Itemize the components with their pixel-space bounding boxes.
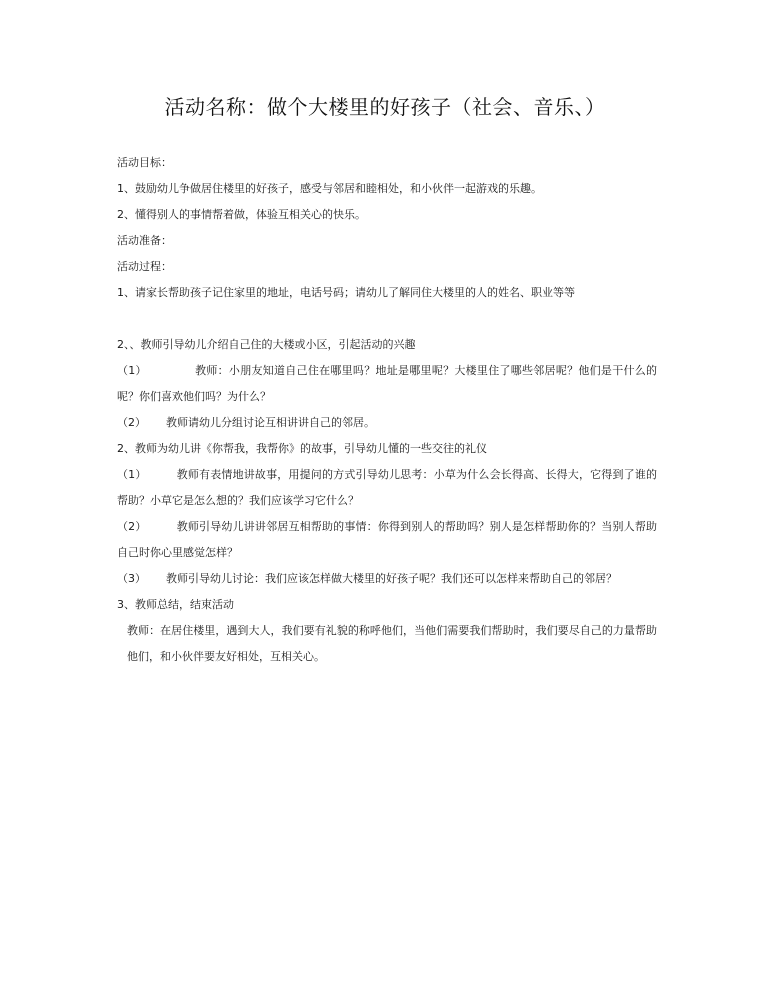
- process-step: [117, 280, 657, 306]
- process-step: [117, 436, 657, 462]
- step-text: 教师为幼儿讲《你帮我，我帮你》的故事，引导幼儿懂的一些交往的礼仪: [135, 442, 487, 455]
- blank-line: [117, 306, 657, 332]
- prep-heading: 活动准备：: [117, 234, 172, 247]
- step-text: 教师总结，结束活动: [135, 598, 234, 611]
- process-substep: [117, 410, 657, 436]
- step-number: 1、: [117, 286, 135, 299]
- closing-paragraph: 教师：在居住楼里，遇到大人，我们要有礼貌的称呼他们，当他们需要我们帮助时，我们要尽自己的力量帮助他们，和小伙伴要友好相处，互相关心。: [127, 624, 657, 663]
- substep-number: （1）: [117, 364, 147, 377]
- goal-item: [117, 176, 657, 202]
- process-substep: [117, 462, 657, 514]
- goals-heading: 活动目标：: [117, 156, 172, 169]
- step-text: 请家长帮助孩子记住家里的地址，电话号码；请幼儿了解同住大楼里的人的姓名、职业等等: [135, 286, 575, 299]
- process-step: [117, 332, 657, 358]
- goal-text: 懂得别人的事情帮着做，体验互相关心的快乐。: [135, 208, 366, 221]
- goal-number: 1、: [117, 182, 135, 195]
- process-substep: [117, 514, 657, 566]
- substep-text: 教师引导幼儿讨论：我们应该怎样做大楼里的好孩子呢？我们还可以怎样来帮助自己的邻居？: [166, 572, 617, 585]
- substep-text: 教师：小朋友知道自己住在哪里吗？地址是哪里呢？大楼里住了哪些邻居呢？他们是干什么的呢？你们喜欢他们吗？为什么？: [117, 364, 658, 403]
- process-step: [117, 592, 657, 618]
- substep-number: （2）: [117, 520, 147, 533]
- substep-text: 教师请幼儿分组讨论互相讲讲自己的邻居。: [166, 416, 375, 429]
- goal-number: 2、: [117, 208, 135, 221]
- substep-number: （2）: [117, 416, 146, 429]
- step-number: 2、: [117, 442, 135, 455]
- substep-number: （3）: [117, 572, 146, 585]
- step-text: 、教师引导幼儿介绍自己住的大楼或小区，引起活动的兴趣: [129, 338, 416, 351]
- process-substep: [117, 566, 657, 592]
- step-number: 2、: [117, 338, 130, 351]
- substep-text: 教师引导幼儿讲讲邻居互相帮助的事情：你得到别人的帮助吗？别人是怎样帮助你的？当别人帮助自己时你心里感觉怎样？: [117, 520, 658, 559]
- substep-text: 教师有表情地讲故事，用提问的方式引导幼儿思考：小草为什么会长得高、长得大，它得到了谁的帮助？小草它是怎么想的？我们应该学习它什么？: [117, 468, 658, 507]
- goal-item: [117, 202, 657, 228]
- substep-number: （1）: [117, 468, 147, 481]
- step-number: 3、: [117, 598, 135, 611]
- document-title: 活动名称：做个大楼里的好孩子（社会、音乐、）: [164, 95, 606, 119]
- goal-text: 鼓励幼儿争做居住楼里的好孩子，感受与邻居和睦相处，和小伙伴一起游戏的乐趣。: [135, 182, 542, 195]
- process-heading: 活动过程：: [117, 260, 172, 273]
- process-substep: [117, 358, 657, 410]
- document-body: [117, 150, 657, 670]
